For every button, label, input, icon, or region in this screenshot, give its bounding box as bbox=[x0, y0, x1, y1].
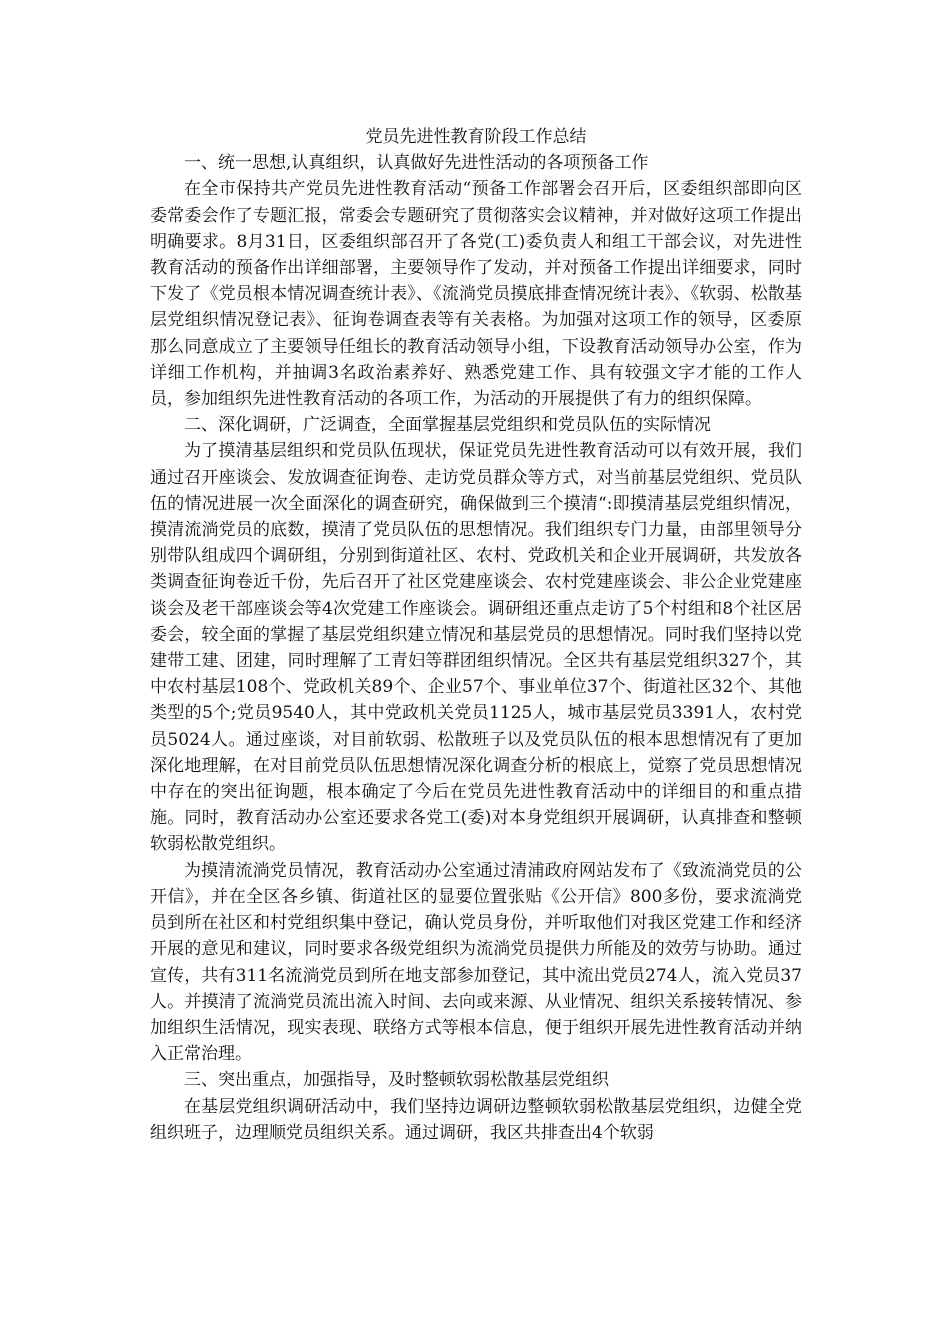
paragraph-1: 在全市保持共产党员先进性教育活动“预备工作部署会召开后，区委组织部即向区委常委会作了专题汇报，常委会专题研究了贯彻落实会议精神，并对做好这项工作提出明确要求。8月31日，区委组织部召开了各党(工)委负责人和组工干部会议，对先进性教育活动的预备作出详细部署，主要领导作了发动，并对预备工作提出详细要求，同时下发了《党员根本情况调查统计表》、《流淌党员摸底排查情况统计表》、《软弱、松散基层党组织情况登记表》、征询卷调查表等有关表格。为加强对这项工作的领导，区委原那么同意成立了主要领导任组长的教育活动领导小组，下设教育活动领导办公室，作为详细工作机构，并抽调3名政治素养好、熟悉党建工作、具有较强文字才能的工作人员，参加组织先进性教育活动的各项工作，为活动的开展提供了有力的组织保障。 bbox=[150, 179, 802, 410]
paragraph-2: 为了摸清基层组织和党员队伍现状，保证党员先进性教育活动可以有效开展，我们通过召开座谈会、发放调查征询卷、走访党员群众等方式，对当前基层党组织、党员队伍的情况进展一次全面深化的调查研究，确保做到三个摸清“:即摸清基层党组织情况，摸清流淌党员的底数，摸清了党员队伍的思想情况。我们组织专门力量，由部里领导分别带队组成四个调研组，分别到街道社区、农村、党政机关和企业开展调研，共发放各类调查征询卷近千份，先后召开了社区党建座谈会、农村党建座谈会、非公企业党建座谈会及老干部座谈会等4次党建工作座谈会。调研组还重点走访了5个村组和8个社区居委会，较全面的掌握了基层党组织建立情况和基层党员的思想情况。同时我们坚持以党建带工建、团建，同时理解了工青妇等群团组织情况。全区共有基层党组织327个，其中农村基层108个、党政机关89个、企业57个、事业单位37个、街道社区32个、其他类型的5个;党员9540人，其中党政机关党员1125人，城市基层党员3391人，农村党员5024人。通过座谈，对目前软弱、松散班子以及党员队伍的根本思想情况有了更加深化地理解，在对目前党员队伍思想情况深化调查分析的根底上，觉察了党员思想情况中存在的突出征询题，根本确定了今后在党员先进性教育活动中的详细目的和重点措施。同时，教育活动办公室还要求各党工(委)对本身党组织开展调研，认真排查和整顿软弱松散党组织。 bbox=[150, 441, 802, 855]
section-heading-1: 一、统一思想,认真组织，认真做好先进性活动的各项预备工作 bbox=[184, 153, 649, 174]
document-title: 党员先进性教育阶段工作总结 bbox=[365, 127, 587, 147]
paragraph-3: 为摸清流淌党员情况，教育活动办公室通过清浦政府网站发布了《致流淌党员的公开信》，并在全区各乡镇、街道社区的显要位置张贴《公开信》800多份，要求流淌党员到所在社区和村党组织集中登记，确认党员身份，并听取他们对我区党建工作和经济开展的意见和建议，同时要求各级党组织为流淌党员提供力所能及的效劳与协助。通过宣传，共有311名流淌党员到所在地支部参加登记，其中流出党员274人，流入党员37人。并摸清了流淌党员流出流入时间、去向或来源、从业情况、组织关系接转情况、参加组织生活情况，现实表现、联络方式等根本信息，便于组织开展先进性教育活动并纳入正常治理。 bbox=[150, 860, 802, 1065]
section-heading-3: 三、突出重点，加强指导，及时整顿软弱松散基层党组织 bbox=[184, 1070, 609, 1091]
paragraph-4: 在基层党组织调研活动中，我们坚持边调研边整顿软弱松散基层党组织，边健全党组织班子，边理顺党员组织关系。通过调研，我区共排查出4个软弱 bbox=[150, 1096, 802, 1143]
document-body bbox=[150, 124, 802, 1146]
section-heading-2: 二、深化调研，广泛调查，全面掌握基层党组织和党员队伍的实际情况 bbox=[184, 415, 711, 436]
